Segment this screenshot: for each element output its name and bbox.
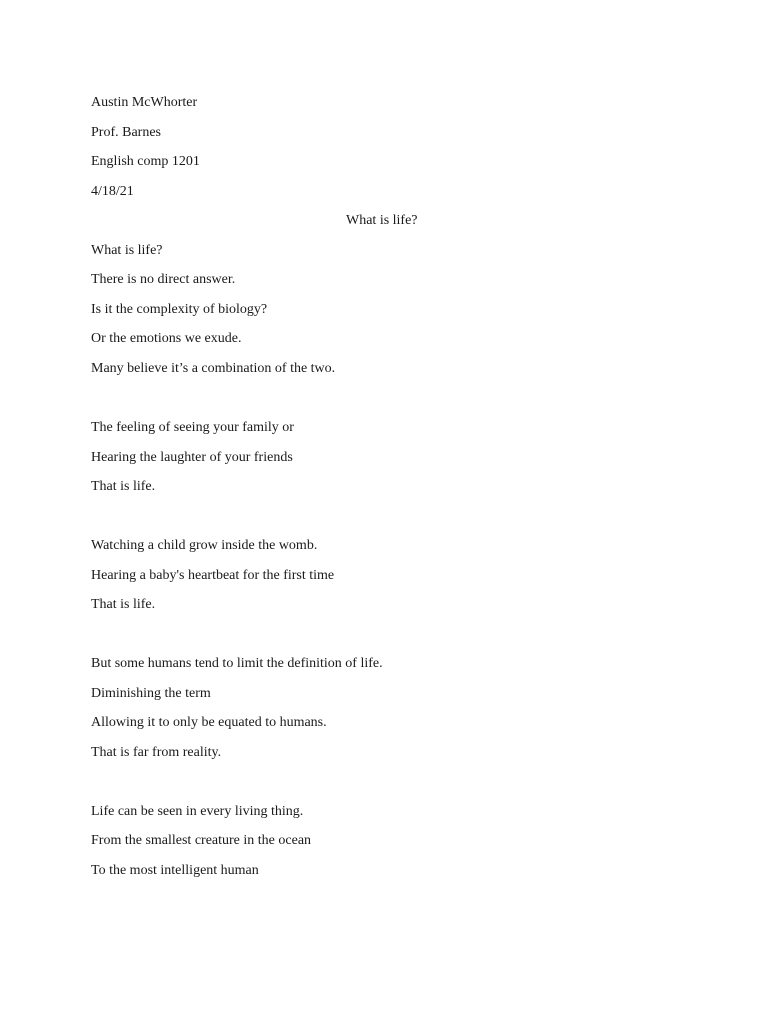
poem-line: To the most intelligent human — [91, 863, 259, 878]
poem-line: That is life. — [91, 597, 156, 612]
date: 4/18/21 — [91, 184, 134, 199]
poem-line: Life can be seen in every living thing. — [91, 804, 304, 819]
poem-line: Many believe it’s a combination of the two. — [91, 361, 336, 376]
poem-title: What is life? — [346, 213, 418, 228]
poem-line: The feeling of seeing your family or — [91, 420, 294, 435]
poem-line: What is life? — [91, 243, 163, 258]
poem-line: Diminishing the term — [91, 686, 211, 701]
poem-line: That is life. — [91, 479, 156, 494]
poem-line: Hearing the laughter of your friends — [91, 450, 293, 465]
professor-name: Prof. Barnes — [91, 125, 161, 140]
poem-line: But some humans tend to limit the definition of life. — [91, 656, 383, 671]
poem-line: There is no direct answer. — [91, 272, 236, 287]
author-name: Austin McWhorter — [91, 95, 198, 110]
poem-line: Is it the complexity of biology? — [91, 302, 268, 317]
course-name: English comp 1201 — [91, 154, 200, 169]
poem-line: Or the emotions we exude. — [91, 331, 242, 346]
poem-line: Hearing a baby's heartbeat for the first time — [91, 568, 335, 583]
poem-line: From the smallest creature in the ocean — [91, 833, 312, 848]
poem-line: Allowing it to only be equated to humans. — [91, 715, 327, 730]
poem-line: Watching a child grow inside the womb. — [91, 538, 318, 553]
poem-line: That is far from reality. — [91, 745, 222, 760]
